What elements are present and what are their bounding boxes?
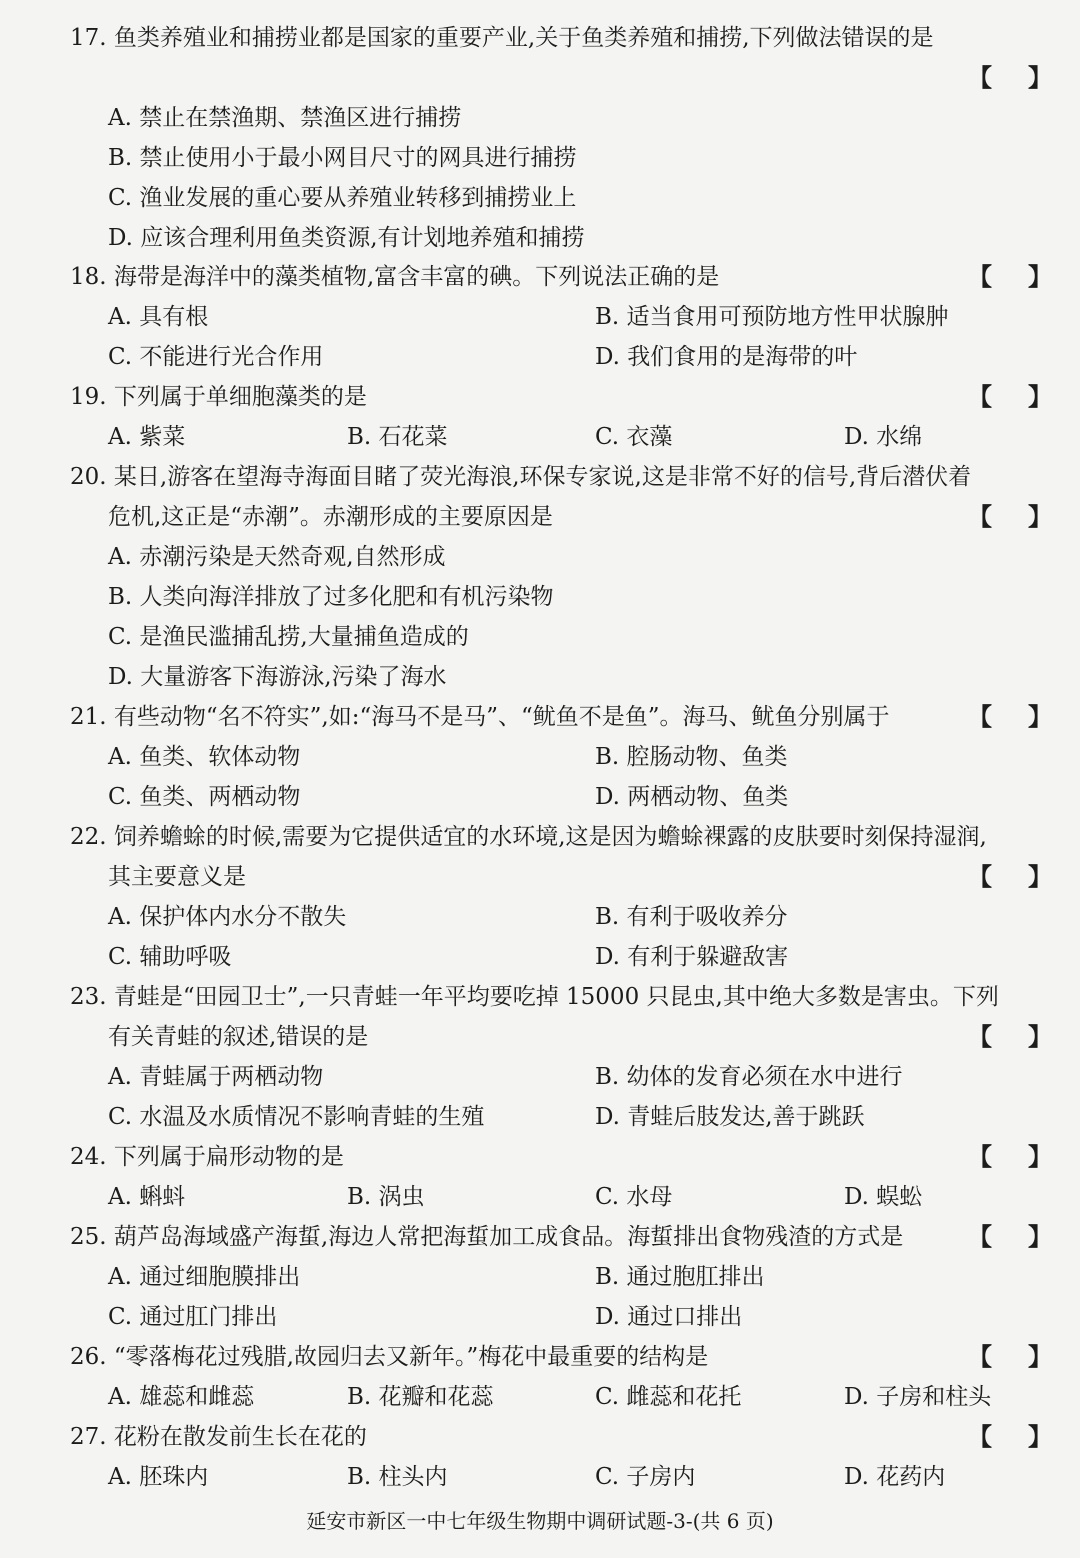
question-text: 花粉在散发前生长在花的	[113, 1424, 367, 1450]
question-number: 26.	[70, 1344, 107, 1370]
option-b: B. 通过胞肛排出	[595, 1264, 765, 1290]
question-text-continued: 危机,这正是“赤潮”。赤潮形成的主要原因是	[108, 504, 553, 530]
option-b: B. 适当食用可预防地方性甲状腺肿	[595, 304, 949, 330]
option-a: A. 蝌蚪	[108, 1184, 186, 1210]
option-c: C. 不能进行光合作用	[108, 344, 324, 370]
question-21: 21. 有些动物“名不符实”,如:“海马不是马”、“鱿鱼不是鱼”。海马、鱿鱼分别属于 【 】 A. 鱼类、软体动物 B. 腔肠动物、鱼类 C. 鱼类、两栖动物 D. 两栖动物、鱼类	[70, 697, 1052, 817]
option-d: D. 子房和柱头	[844, 1384, 992, 1410]
option-d: D. 青蛙后肢发达,善于跳跃	[595, 1104, 865, 1130]
option-c: C. 雌蕊和花托	[595, 1384, 742, 1410]
option-a: A. 鱼类、软体动物	[108, 744, 301, 770]
option-d: D. 大量游客下海游泳,污染了海水	[108, 664, 447, 690]
question-number: 27.	[70, 1424, 107, 1450]
option-d: D. 蜈蚣	[844, 1184, 923, 1210]
option-b: B. 花瓣和花蕊	[347, 1384, 494, 1410]
option-c: C. 子房内	[595, 1464, 696, 1490]
question-20: 20. 某日,游客在望海寺海面目睹了荧光海浪,环保专家说,这是非常不好的信号,背后潜伏着 危机,这正是“赤潮”。赤潮形成的主要原因是 【 】 A. 赤潮污染是天然奇观,自然形成 B. 人类向海洋排放了过多化肥和有机污染物 C. 是渔民滥捕乱捞,大量捕鱼造成的 D. 大量游客下海游泳,污染了海水	[70, 457, 1052, 697]
question-number: 21.	[70, 704, 107, 730]
question-19: 19. 下列属于单细胞藻类的是 【 】 A. 紫菜 B. 石花菜 C. 衣藻 D. 水绵	[70, 377, 1052, 457]
option-a: A. 保护体内水分不散失	[108, 904, 347, 930]
question-26: 26. “零落梅花过残腊,故园归去又新年。”梅花中最重要的结构是 【 】 A. 雄蕊和雌蕊 B. 花瓣和花蕊 C. 雌蕊和花托 D. 子房和柱头	[70, 1337, 1052, 1417]
option-d: D. 水绵	[844, 424, 923, 450]
question-text: 葫芦岛海域盛产海蜇,海边人常把海蜇加工成食品。海蜇排出食物残渣的方式是	[113, 1224, 904, 1250]
option-b: B. 涡虫	[347, 1184, 425, 1210]
option-a: A. 青蛙属于两栖动物	[108, 1064, 324, 1090]
option-a: A. 紫菜	[108, 424, 186, 450]
question-text: 下列属于扁形动物的是	[113, 1144, 344, 1170]
question-number: 25.	[70, 1224, 107, 1250]
option-d: D. 通过口排出	[595, 1304, 743, 1330]
option-b: B. 人类向海洋排放了过多化肥和有机污染物	[108, 584, 554, 610]
question-text-continued: 有关青蛙的叙述,错误的是	[108, 1024, 369, 1050]
question-18: 18. 海带是海洋中的藻类植物,富含丰富的碘。下列说法正确的是 【 】 A. 具有根 B. 适当食用可预防地方性甲状腺肿 C. 不能进行光合作用 D. 我们食用的是海带的叶	[70, 257, 1052, 377]
question-text: “零落梅花过残腊,故园归去又新年。”梅花中最重要的结构是	[113, 1344, 709, 1370]
option-c: C. 鱼类、两栖动物	[108, 784, 301, 810]
option-c: C. 水温及水质情况不影响青蛙的生殖	[108, 1104, 485, 1130]
question-text: 鱼类养殖业和捕捞业都是国家的重要产业,关于鱼类养殖和捕捞,下列做法错误的是	[113, 25, 934, 51]
option-a: A. 禁止在禁渔期、禁渔区进行捕捞	[108, 105, 462, 131]
question-text: 饲养蟾蜍的时候,需要为它提供适宜的水环境,这是因为蟾蜍裸露的皮肤要时刻保持湿润,	[113, 824, 987, 850]
question-text: 下列属于单细胞藻类的是	[113, 384, 367, 410]
option-d: D. 两栖动物、鱼类	[595, 784, 789, 810]
option-a: A. 通过细胞膜排出	[108, 1264, 301, 1290]
option-c: C. 水母	[595, 1184, 673, 1210]
option-d: D. 花药内	[844, 1464, 946, 1490]
question-number: 20.	[70, 464, 107, 490]
option-b: B. 柱头内	[347, 1464, 448, 1490]
question-text: 有些动物“名不符实”,如:“海马不是马”、“鱿鱼不是鱼”。海马、鱿鱼分别属于	[113, 704, 890, 730]
option-b: B. 幼体的发育必须在水中进行	[595, 1064, 903, 1090]
question-number: 19.	[70, 384, 107, 410]
question-text: 海带是海洋中的藻类植物,富含丰富的碘。下列说法正确的是	[113, 264, 720, 290]
question-text: 青蛙是“田园卫士”,一只青蛙一年平均要吃掉 15000 只昆虫,其中绝大多数是害虫。下列	[113, 984, 999, 1010]
question-number: 22.	[70, 824, 107, 850]
option-a: A. 具有根	[108, 304, 209, 330]
question-23: 23. 青蛙是“田园卫士”,一只青蛙一年平均要吃掉 15000 只昆虫,其中绝大多数是害虫。下列 有关青蛙的叙述,错误的是 【 】 A. 青蛙属于两栖动物 B. 幼体的发育必须在水中进行 C. 水温及水质情况不影响青蛙的生殖 D. 青蛙后肢发达,善于跳跃	[70, 977, 1052, 1137]
option-a: A. 雄蕊和雌蕊	[108, 1384, 255, 1410]
option-d: D. 有利于躲避敌害	[595, 944, 789, 970]
question-text-continued: 其主要意义是	[108, 864, 246, 890]
question-text: 某日,游客在望海寺海面目睹了荧光海浪,环保专家说,这是非常不好的信号,背后潜伏着	[113, 464, 972, 490]
option-c: C. 衣藻	[595, 424, 673, 450]
option-b: B. 腔肠动物、鱼类	[595, 744, 788, 770]
option-c: C. 辅助呼吸	[108, 944, 232, 970]
question-number: 17.	[70, 25, 107, 51]
option-d: D. 我们食用的是海带的叶	[595, 344, 858, 370]
option-b: B. 石花菜	[347, 424, 448, 450]
option-c: C. 渔业发展的重心要从养殖业转移到捕捞业上	[108, 185, 577, 211]
question-25: 25. 葫芦岛海域盛产海蜇,海边人常把海蜇加工成食品。海蜇排出食物残渣的方式是 【 】 A. 通过细胞膜排出 B. 通过胞肛排出 C. 通过肛门排出 D. 通过口排出	[70, 1217, 1052, 1337]
option-b: B. 有利于吸收养分	[595, 904, 788, 930]
option-c: C. 是渔民滥捕乱捞,大量捕鱼造成的	[108, 624, 469, 650]
question-27: 27. 花粉在散发前生长在花的 【 】 A. 胚珠内 B. 柱头内 C. 子房内 D. 花药内	[70, 1417, 1052, 1497]
question-22: 22. 饲养蟾蜍的时候,需要为它提供适宜的水环境,这是因为蟾蜍裸露的皮肤要时刻保持湿润, 其主要意义是 【 】 A. 保护体内水分不散失 B. 有利于吸收养分 C. 辅助呼吸 D. 有利于躲避敌害	[70, 817, 1052, 977]
question-number: 18.	[70, 264, 107, 290]
option-b: B. 禁止使用小于最小网目尺寸的网具进行捕捞	[108, 145, 577, 171]
question-number: 23.	[70, 984, 107, 1010]
question-17: 17. 鱼类养殖业和捕捞业都是国家的重要产业,关于鱼类养殖和捕捞,下列做法错误的是 【 】 A. 禁止在禁渔期、禁渔区进行捕捞 B. 禁止使用小于最小网目尺寸的网具进行捕捞 C. 渔业发展的重心要从养殖业转移到捕捞业上 D. 应该合理利用鱼类资源,有计划地养殖和捕捞	[70, 18, 1052, 258]
option-a: A. 胚珠内	[108, 1464, 209, 1490]
question-24: 24. 下列属于扁形动物的是 【 】 A. 蝌蚪 B. 涡虫 C. 水母 D. 蜈蚣	[70, 1137, 1052, 1217]
page-footer: 延安市新区一中七年级生物期中调研试题-3-(共 6 页)	[306, 1509, 774, 1533]
option-c: C. 通过肛门排出	[108, 1304, 278, 1330]
option-d: D. 应该合理利用鱼类资源,有计划地养殖和捕捞	[108, 225, 585, 251]
option-a: A. 赤潮污染是天然奇观,自然形成	[108, 544, 446, 570]
question-number: 24.	[70, 1144, 107, 1170]
